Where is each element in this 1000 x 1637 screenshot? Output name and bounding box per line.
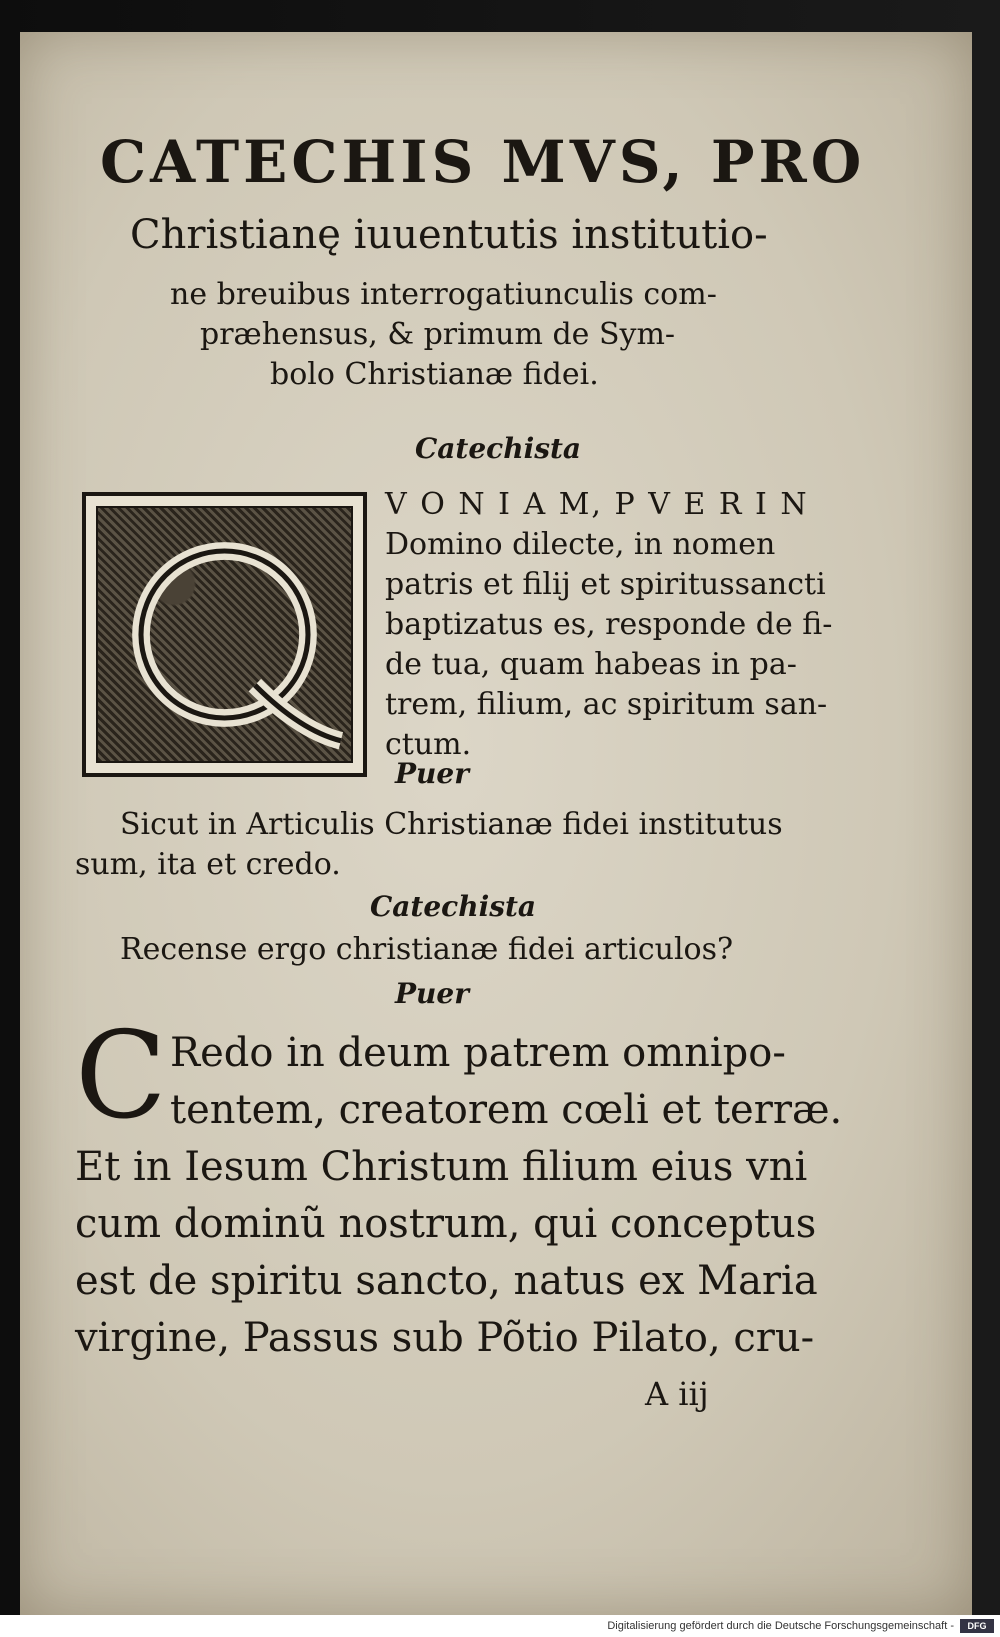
woodcut-initial-q: [82, 492, 367, 777]
recense-line: Recense ergo christianæ fidei articulos?: [120, 932, 734, 967]
paragraph-line-2: Domino dilecte, in nomen: [385, 527, 776, 562]
credo-line-1: Redo in deum patrem omnipo-: [170, 1030, 786, 1076]
paragraph-line-4: baptizatus es, responde de fi-: [385, 607, 833, 642]
footer-bar: [0, 1615, 1000, 1637]
title-line-1: CATECHIS MVS, PRO: [100, 128, 866, 196]
title-line-3: ne breuibus interrogatiunculis com-: [170, 277, 717, 312]
speaker-puer-1: Puer: [395, 757, 469, 790]
title-line-5: bolo Christianæ fidei.: [270, 357, 599, 392]
woodcut-letter-q-icon: [98, 508, 351, 761]
footer-funding-text: Digitalisierung gefördert durch die Deutsche Forschungsgemeinschaft -: [607, 1620, 954, 1632]
book-page: [20, 32, 972, 1615]
paragraph-line-6: trem, filium, ac spiritum san-: [385, 687, 828, 722]
paragraph-line-1: V O N I A M, P V E R I N: [385, 487, 809, 522]
paragraph-line-3: patris et filij et spiritussancti: [385, 567, 826, 602]
credo-line-6: virgine, Passus sub Põtio Pilato, cru-: [75, 1315, 815, 1361]
title-line-4: præhensus, & primum de Sym-: [200, 317, 676, 352]
credo-line-3: Et in Iesum Christum filium eius vni: [75, 1144, 808, 1190]
credo-line-4: cum dominũ nostrum, qui conceptus: [75, 1201, 817, 1247]
speaker-catechista-1: Catechista: [415, 432, 582, 465]
puer-answer-line-1: Sicut in Articulis Christianæ fidei institutus: [120, 807, 783, 842]
title-line-2: Christianę iuuentutis institutio-: [130, 212, 768, 258]
paragraph-line-5: de tua, quam habeas in pa-: [385, 647, 797, 682]
speaker-catechista-2: Catechista: [370, 890, 537, 923]
paragraph-line-7: ctum.: [385, 727, 472, 762]
puer-answer-line-2: sum, ita et credo.: [75, 847, 341, 882]
dfg-logo-icon: DFG: [960, 1619, 994, 1633]
signature-mark: A iij: [645, 1375, 709, 1413]
woodcut-pattern: [96, 506, 353, 763]
credo-line-5: est de spiritu sancto, natus ex Maria: [75, 1258, 818, 1304]
credo-line-2: tentem, creatorem cœli et terræ.: [170, 1087, 843, 1133]
speaker-puer-2: Puer: [395, 977, 469, 1010]
credo-initial-letter: C: [75, 1007, 167, 1146]
